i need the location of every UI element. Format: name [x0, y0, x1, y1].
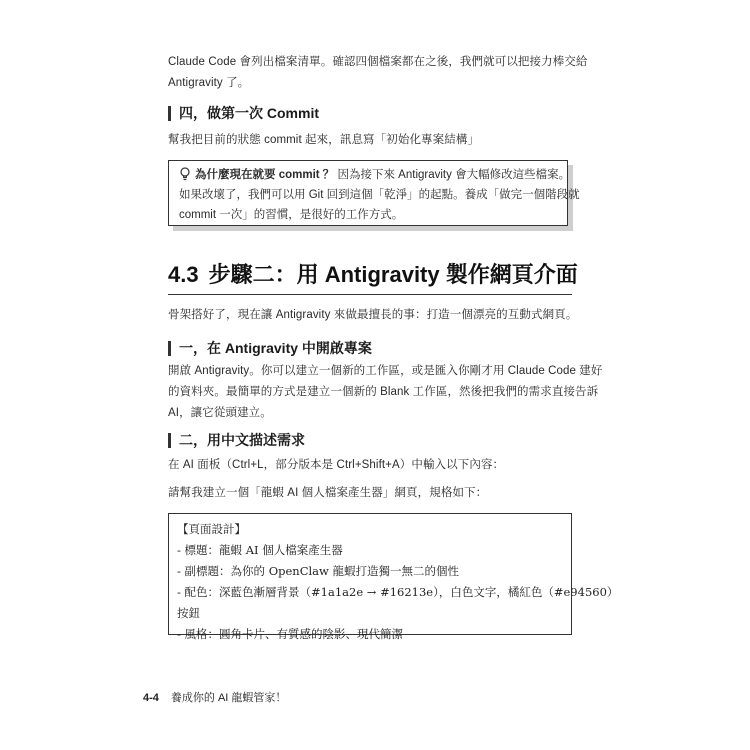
heading-bar: [168, 106, 171, 121]
tip-lead: 為什麼現在就要 commit ？: [195, 169, 335, 181]
open-line-3: AI，讓它從頭建立。: [168, 407, 272, 419]
prompt-line-4: - 配色：深藍色漸層背景（#1a1a2e → #16213e），白色文字，橘紅色（#e94560）: [177, 585, 619, 599]
chapter-intro-paragraph: [168, 305, 578, 326]
heading-bar: [168, 341, 171, 356]
open-paragraph: [168, 361, 603, 424]
prompt-line-5: 按鈕: [177, 606, 200, 620]
tip-line-3: commit 一次」的習慣，是很好的工作方式。: [179, 209, 404, 221]
section-heading-describe-text: 二，用中文描述需求: [179, 432, 305, 448]
section-heading-describe: [168, 431, 305, 449]
chapter-title: 步驟二：用 Antigravity 製作網頁介面: [208, 262, 578, 287]
prompt-line-1: 【頁面設計】: [177, 522, 246, 536]
prompt-box: [168, 513, 619, 641]
describe-line-1: 在 AI 面板（Ctrl+L，部分版本是 Ctrl+Shift+A）中輸入以下內容：: [168, 459, 505, 471]
intro-paragraph: [168, 52, 588, 94]
section-heading-commit: [168, 104, 319, 122]
describe-paragraph: [168, 455, 578, 476]
open-line-1: 開啟 Antigravity。你可以建立一個新的工作區，或是匯入你剛才用 Claude Code 建好: [168, 365, 603, 377]
tip-line-1: [179, 165, 571, 185]
open-line-2: 的資料夾。最簡單的方式是建立一個新的 Blank 工作區，然後把我們的需求直接告訴: [168, 386, 599, 398]
tip-line-1-rest: 因為接下來 Antigravity 會大幅修改這些檔案。: [334, 169, 571, 181]
page-number: 4-4: [143, 692, 159, 704]
describe-line-2: 請幫我建立一個「龍蝦 AI 個人檔案產生器」網頁，規格如下：: [168, 487, 488, 499]
intro-line-2: Antigravity 了。: [168, 77, 250, 89]
commit-paragraph: [168, 130, 578, 151]
request-paragraph: [168, 483, 578, 504]
intro-line-1: Claude Code 會列出檔案清單。確認四個檔案都在之後，我們就可以把接力棒交給: [168, 56, 588, 68]
lightbulb-icon: [179, 167, 191, 181]
book-title: 養成你的 AI 龍蝦管家！: [170, 692, 287, 704]
tip-box: [168, 160, 580, 226]
section-heading-open: [168, 339, 372, 357]
prompt-line-2: - 標題：龍蝦 AI 個人檔案產生器: [177, 543, 343, 557]
prompt-line-3: - 副標題：為你的 OpenClaw 龍蝦打造獨一無二的個性: [177, 564, 460, 578]
tip-line-2: 如果改壞了，我們可以用 Git 回到這個「乾淨」的起點。養成「做完一個階段就: [179, 189, 580, 201]
section-heading-commit-text: 四，做第一次 Commit: [179, 105, 319, 121]
commit-text: 幫我把目前的狀態 commit 起來，訊息寫「初始化專案結構」: [168, 134, 480, 146]
chapter-intro-text: 骨架搭好了，現在讓 Antigravity 來做最擅長的事：打造一個漂亮的互動式網頁。: [168, 309, 578, 321]
section-heading-open-text: 一，在 Antigravity 中開啟專案: [179, 340, 372, 356]
chapter-number: 4.3: [168, 262, 199, 287]
chapter-heading: [168, 260, 578, 295]
prompt-line-6: - 風格：圓角卡片、有質感的陰影、現代簡潔: [177, 627, 404, 641]
page-footer: [143, 691, 286, 705]
heading-bar: [168, 433, 171, 448]
